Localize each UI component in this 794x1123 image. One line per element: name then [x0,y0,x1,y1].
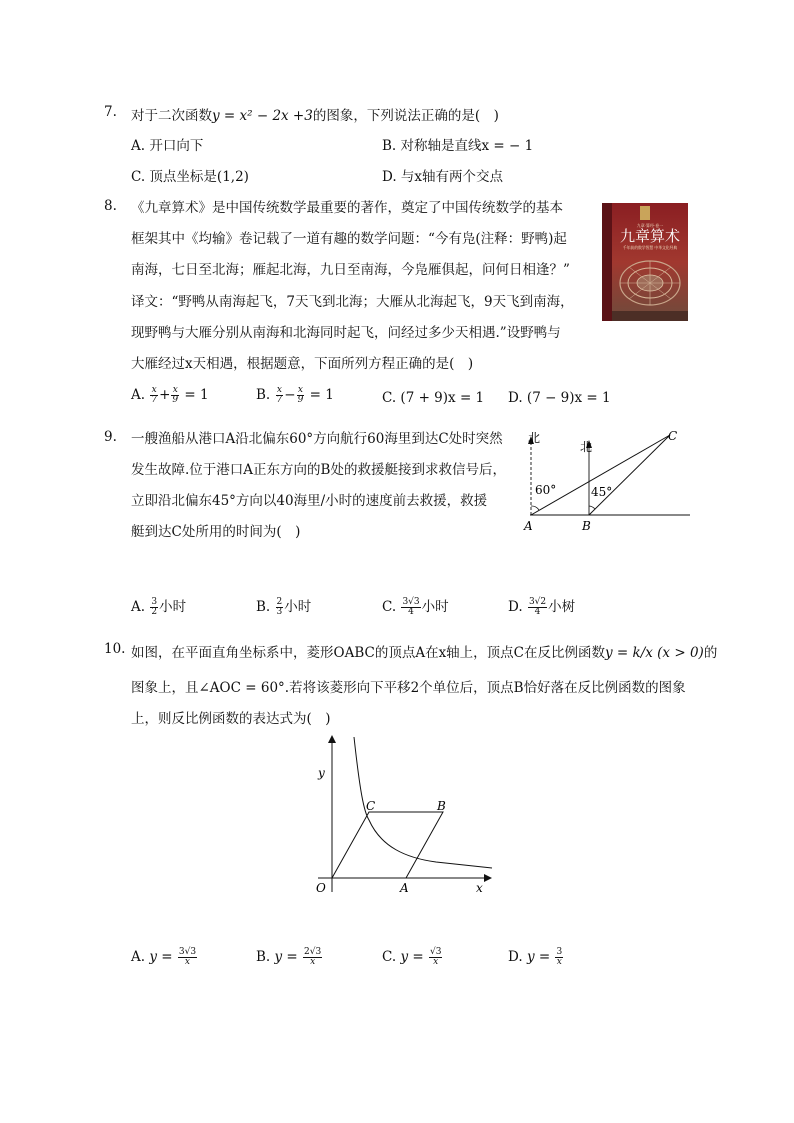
q8-option-a-label: A. [131,387,146,403]
book-title-text: 九章算术 [619,227,681,245]
q7-option-d[interactable]: D. 与x轴有两个交点 [382,169,504,185]
q9-label-angle-60: 60° [535,483,557,497]
q10-label-c: C [366,799,376,813]
q8-a-frac-1: $\frac{x}{7}$ [151,385,158,405]
q8-option-b[interactable] [256,386,334,405]
q10-line-1-a: 如图，在平面直角坐标系中，菱形OABC的顶点A在x轴上，顶点C在反比例函数 [131,645,606,661]
q9-d-unit: 小树 [548,599,576,615]
q9-label-north-2: 北 [580,440,593,454]
q10-option-c-label: C. [382,949,397,965]
q10-line-3: 上，则反比例函数的表达式为( ) [131,711,331,727]
q10-b-yeq: y = [274,949,298,965]
q9-option-b-label: B. [256,599,271,615]
q9-c-unit: 小时 [421,599,449,615]
q8-option-b-label: B. [256,387,271,403]
q8-line-1: 《九章算术》是中国传统数学最重要的著作，奠定了中国传统数学的基本 [131,200,563,216]
q7-stem-a: 对于二次函数 [131,108,212,124]
q9-line-3: 立即沿北偏东45°方向以40海里/小时的速度前去救援，救援 [131,493,488,509]
q10-c-frac: $\frac{√3}{x}$ [429,947,442,967]
q9-label-angle-45: 45° [591,485,613,499]
q10-line-1-b: 的 [703,645,718,661]
q9-line-4: 艇到达C处所用的时间为( ) [131,524,301,540]
q8-option-d[interactable]: D. (7 − 9)x = 1 [508,390,611,406]
q8-number: 8. [104,198,117,214]
q8-a-eq: = 1 [184,387,209,403]
q9-option-d[interactable] [508,595,575,617]
q9-option-b[interactable] [256,595,311,617]
book-cover-image [602,203,688,321]
q10-label-x: x [476,881,483,895]
q10-label-o: O [316,881,326,895]
q8-line-4: 译文：“野鸭从南海起飞，7天飞到北海；大雁从北海起飞，9天飞到南海， [131,294,574,310]
q10-d-yeq: y = [526,949,551,965]
q9-label-north-1: 北 [528,431,541,445]
q9-label-a: A [524,519,533,533]
q7-option-c[interactable]: C. 顶点坐标是(1,2) [131,169,249,185]
q8-b-eq: = 1 [309,387,334,403]
q10-x-arrow-icon [484,874,492,882]
q8-b-frac-1: $\frac{x}{7}$ [276,385,283,405]
q9-option-d-label: D. [508,599,523,615]
q9-label-b: B [582,519,591,533]
book-pattern [620,261,680,305]
q7-stem [131,104,499,124]
q10-line-2: 图象上，且∠AOC = 60°.若将该菱形向下平移2个单位后，顶点B恰好落在反比例函数的图象 [131,680,686,696]
book-subtitle-text: 千年前的数学智慧 中华文化经典 [622,245,678,250]
q10-label-a: A [400,881,409,895]
q9-c-frac: $\frac{3√3}{4}$ [402,597,420,617]
q8-line-5: 现野鸭与大雁分别从南海和北海同时起飞，问经过多少天相遇.”设野鸭与 [131,325,561,341]
q9-option-c-label: C. [382,599,397,615]
q9-b-unit: 小时 [284,599,312,615]
q7-option-a[interactable]: A. 开口向下 [131,138,204,154]
q9-angle-arc-b [589,506,595,509]
q10-b-frac: $\frac{2√3}{x}$ [304,947,322,967]
q9-a-unit: 小时 [159,599,187,615]
q10-option-d-label: D. [508,949,523,965]
q8-b-frac-2: $\frac{x}{9}$ [297,385,304,405]
q8-line-3: 南海，七日至北海；雁起北海，九日至南海，今凫雁俱起，问何日相逢？” [131,262,570,278]
q10-option-b[interactable] [256,948,323,967]
q8-option-a[interactable] [131,386,209,405]
q9-angle-arc-a [531,506,539,510]
q10-d-frac: $\frac{3}{x}$ [556,947,563,967]
q7-stem-formula: y = x² − 2x +3 [212,108,313,124]
q8-line-2: 框架其中《均输》卷记载了一道有趣的数学问题：“今有凫(注释：野鸭)起 [131,231,567,247]
q10-option-a-label: A. [131,949,146,965]
q10-a-frac: $\frac{3√3}{x}$ [178,947,197,967]
q9-option-a[interactable] [131,595,186,617]
q10-y-arrow-icon [328,735,336,743]
q10-label-y: y [318,766,325,780]
q10-option-d[interactable] [508,948,564,967]
q8-b-minus: − [284,387,296,403]
q8-a-frac-2: $\frac{x}{9}$ [172,385,179,405]
q10-line-1-formula: y = k/x (x > 0) [605,645,704,661]
q10-option-a[interactable] [131,948,198,967]
q9-option-a-label: A. [131,599,146,615]
q9-d-frac: $\frac{3√2}{4}$ [528,597,547,617]
q9-option-c[interactable] [382,595,449,617]
q10-option-c[interactable] [382,948,443,967]
q10-line-1 [131,641,717,661]
q7-number: 7. [104,104,117,120]
q9-line-2: 发生故障.位于港口A正东方向的B处的救援艇接到求救信号后， [131,462,506,478]
q10-figure [296,732,496,896]
q10-label-b: B [437,799,446,813]
q9-number: 9. [104,429,117,445]
q7-stem-b: 的图象，下列说法正确的是( ) [312,108,499,124]
q10-c-yeq: y = [400,949,424,965]
q9-label-c: C [668,429,678,443]
book-small-text: 九章·算经·卷一 [636,223,664,228]
q10-number: 10. [104,641,126,657]
q8-a-plus: + [159,387,171,403]
q7-option-b[interactable]: B. 对称轴是直线x = − 1 [382,138,534,154]
q10-option-b-label: B. [256,949,271,965]
q10-rhombus [332,812,443,878]
q9-line-1: 一艘渔船从港口A沿北偏东60°方向航行60海里到达C处时突然 [131,431,503,447]
q9-b-frac: $\frac{2}{3}$ [276,597,283,617]
q8-option-c[interactable]: C. (7 + 9)x = 1 [382,390,485,406]
q9-figure [518,424,694,536]
q9-a-frac: $\frac{3}{2}$ [151,597,158,617]
q8-line-6: 大雁经过x天相遇，根据题意，下面所列方程正确的是( ) [131,356,474,372]
q10-a-yeq: y = [149,949,173,965]
